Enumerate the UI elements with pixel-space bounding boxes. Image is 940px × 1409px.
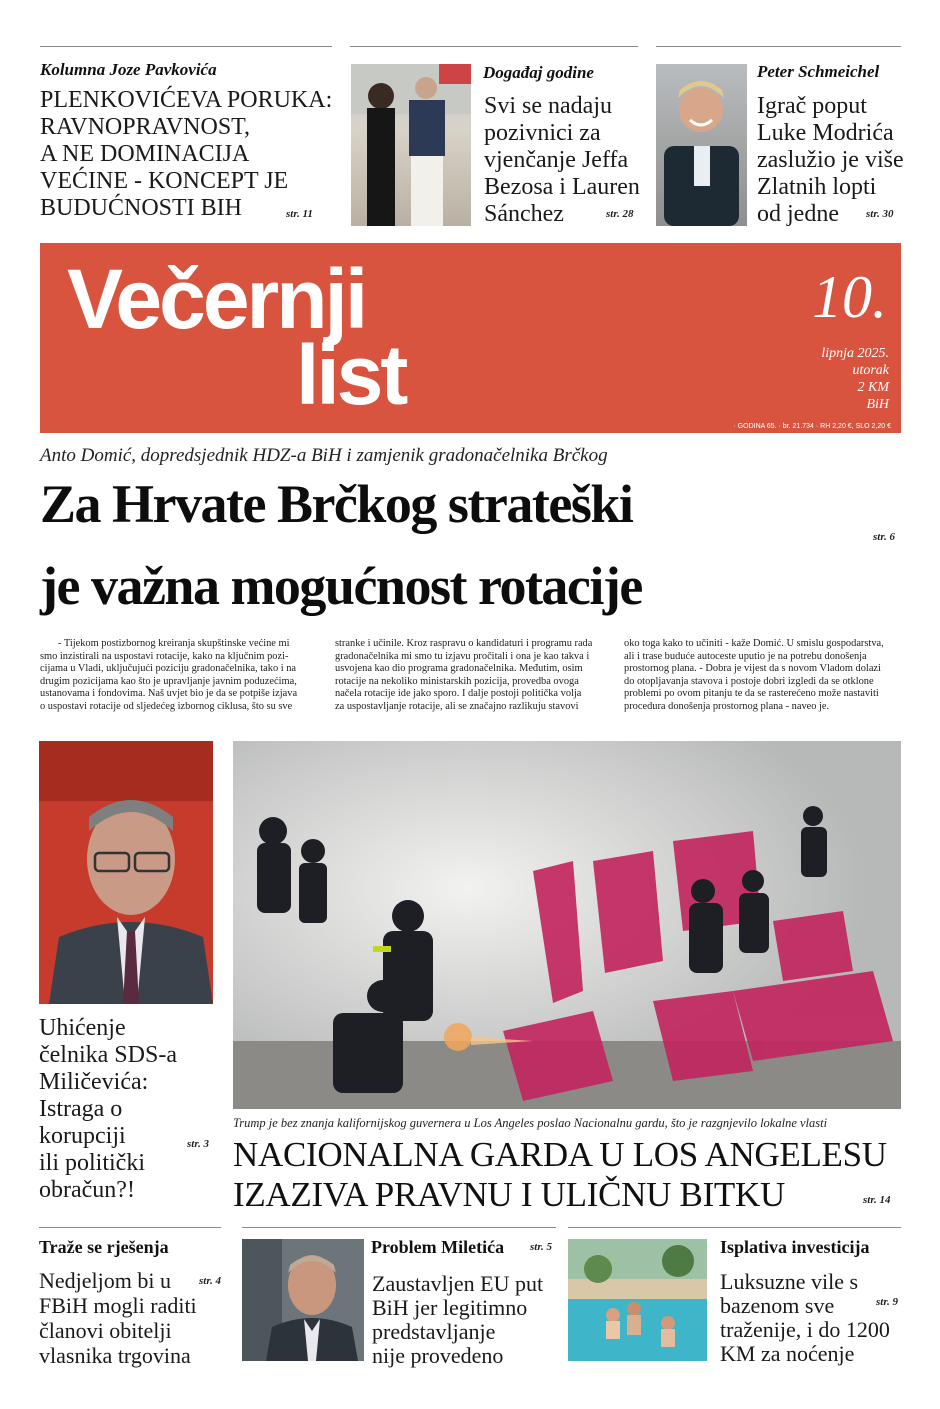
villa-pool-photo <box>568 1239 707 1361</box>
lead-headline-line-1[interactable]: Za Hrvate Brčkog strateški <box>40 474 633 534</box>
column-teaser[interactable] <box>40 60 340 232</box>
top-rule-3 <box>656 46 901 47</box>
teaser-headline: Nedjeljom bi u FBiH mogli raditi članovi obitelji vlasnika trgovina <box>39 1268 197 1368</box>
lead-body-column-2: stranke i učinile. Kroz raspravu o kandidaturi i programu rada gradonačelnika mi smo tu izjavu pročitali i ona je kao takva i usvojena kao dio programa gradonačelnika. Međutim, osim rotacije na nekoliko ministarskih pozicija, provedba ovoga načela rotacije ide jako sporo. I dalje postoji politička volja za uspostavljanje rotacije, ali se značajno razlikuju stavovi <box>335 638 593 712</box>
sunday-work-teaser[interactable] <box>39 1237 239 1377</box>
page-ref: str. 14 <box>863 1194 891 1206</box>
date-details: lipnja 2025. utorak 2 KM BiH <box>821 346 889 412</box>
lead-headline-line-2[interactable]: je važna mogućnost rotacije <box>40 556 642 616</box>
schmeichel-teaser[interactable] <box>757 60 907 232</box>
date-day: 10. <box>812 264 887 330</box>
side-story-teaser[interactable] <box>39 1015 229 1215</box>
lead-kicker: Anto Domić, dopredsjednik HDZ-a BiH i zamjenik gradonačelnika Brčkog <box>40 445 608 466</box>
page-ref: str. 11 <box>286 208 313 220</box>
page-ref: str. 5 <box>530 1241 553 1253</box>
top-rule-2 <box>350 46 638 47</box>
masthead[interactable] <box>40 243 901 433</box>
page-ref: str. 6 <box>873 531 896 543</box>
bottom-rule-3 <box>568 1227 901 1228</box>
teaser-kicker: Događaj godine <box>483 63 594 82</box>
bezos-sanchez-photo <box>351 64 471 226</box>
page-ref: str. 30 <box>866 208 894 220</box>
teaser-headline: PLENKOVIĆEVA PORUKA: RAVNOPRAVNOST, A NE DOMINACIJA VEĆINE - KONCEPT JE BUDUĆNOSTI BIH <box>40 87 333 221</box>
logo-line-2: list <box>296 328 406 422</box>
teaser-kicker: Kolumna Joze Pavkovića <box>40 60 217 79</box>
eu-path-teaser[interactable] <box>371 1237 561 1377</box>
los-angeles-protest-photo <box>233 741 901 1109</box>
issue-meta: · GODINA 65. · br. 21.734 · RH 2,20 €, SLO 2,20 € <box>733 423 891 430</box>
page-ref: str. 9 <box>876 1296 899 1308</box>
bottom-rule-2 <box>242 1227 556 1228</box>
teaser-kicker: Isplativa investicija <box>720 1237 870 1257</box>
la-headline-line-2[interactable]: IZAZIVA PRAVNU I ULIČNU BITKU <box>233 1175 785 1214</box>
lead-body-column-1: - Tijekom postizbornog kreiranja skupštinske većine mi smo inzistirali na uspostavi rotacije, kako na ključnim pozi- cijama u Vladi, uključujući poziciju gradonačelnika, tako i na drugim pozicijama kao što je upravljanje javnim poduzećima, ustanovama i fondovima. Naš uvjet bio je da se potpiše izjava o uspostavi rotacije od sljedećeg izbornog ciklusa, što su sve <box>40 638 298 712</box>
teaser-headline: Svi se nadaju pozivnici za vjenčanje Jeffa Bezosa i Lauren Sánchez <box>484 93 640 227</box>
photo-caption: Trump je bez znanja kalifornijskog guvernera u Los Angeles poslao Nacionalnu gardu, što je razgnjevilo lokalne vlasti <box>233 1116 828 1130</box>
milicevic-photo <box>39 741 213 1004</box>
bottom-rule-1 <box>39 1227 221 1228</box>
logo-line-1: Večernji <box>67 252 366 346</box>
schmeichel-photo <box>656 64 747 226</box>
teaser-kicker: Peter Schmeichel <box>757 62 880 81</box>
teaser-kicker: Problem Miletića <box>371 1237 505 1257</box>
wedding-teaser[interactable] <box>483 60 643 232</box>
page-ref: str. 28 <box>606 208 634 220</box>
teaser-headline: Uhićenje čelnika SDS-a Miličevića: Istraga o korupciji ili politički obračun?! <box>39 1015 177 1203</box>
miletic-photo <box>242 1239 364 1361</box>
teaser-headline: Zaustavljen EU put BiH jer legitimno predstavljanje nije provedeno <box>372 1271 544 1368</box>
teaser-kicker: Traže se rješenja <box>39 1237 169 1257</box>
lead-body-column-3: oko toga kako to učiniti - kaže Domić. U smislu gospodarstva, ali i trase buduće autoceste uputio je na potrebu donošenja prostornog plana. - Dobra je vijest da s novom Vladom dolazi do otopljavanja stavova i postoje dobri izgledi da se otklone problemi po ovom pitanju te da se rasterećeno može nastaviti procedura donošenja prostornog plana - naveo je. <box>624 638 884 712</box>
la-headline-line-1[interactable]: NACIONALNA GARDA U LOS ANGELESU <box>233 1135 887 1174</box>
villa-teaser[interactable] <box>720 1237 905 1377</box>
top-rule-1 <box>40 46 332 47</box>
teaser-headline: Igrač poput Luke Modrića zaslužio je više Zlatnih lopti od jedne <box>757 93 904 227</box>
page-ref: str. 3 <box>187 1138 210 1150</box>
teaser-headline: Luksuzne vile s bazenom sve traženije, i do 1200 KM za noćenje <box>720 1269 890 1366</box>
page-ref: str. 4 <box>199 1275 222 1287</box>
